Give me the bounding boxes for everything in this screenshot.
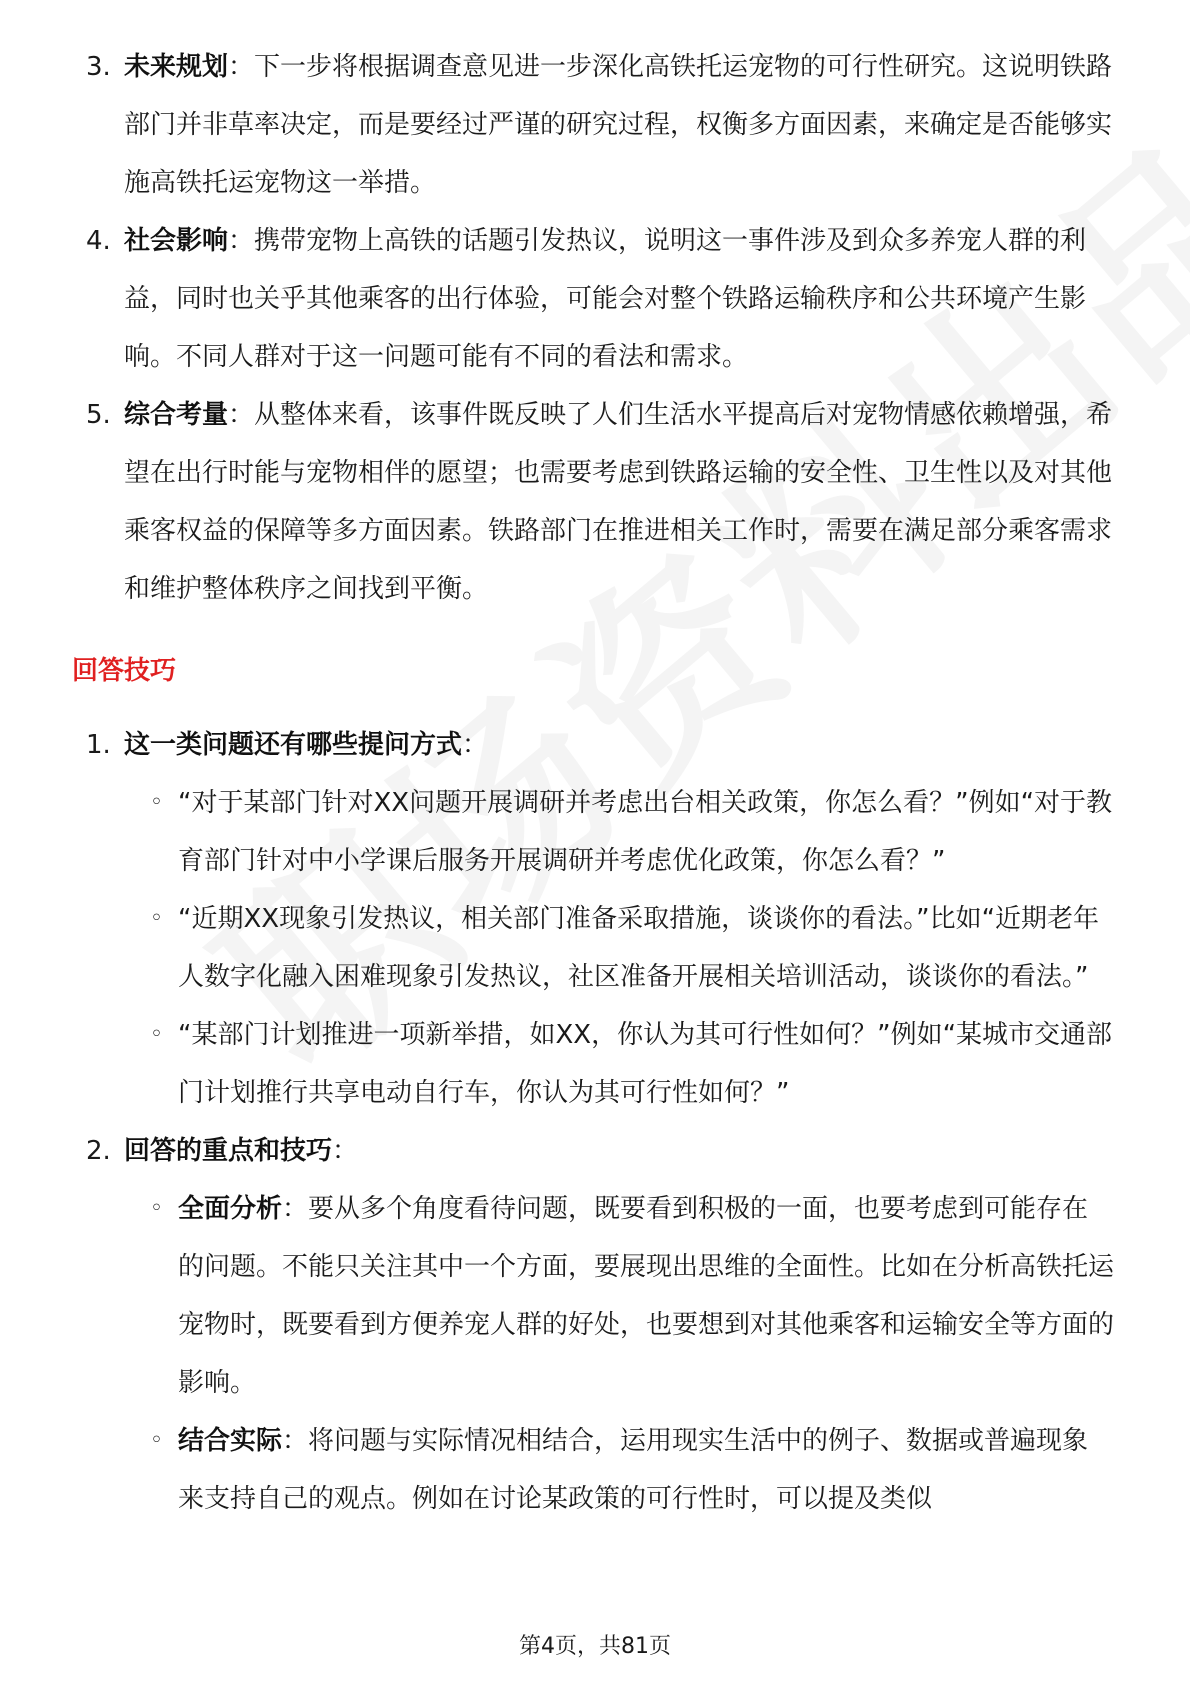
document-body	[0, 38, 1190, 1528]
list-item-label: 综合考量	[124, 400, 229, 430]
list-item-3	[0, 38, 1190, 212]
sub-bullet-item	[0, 1412, 1190, 1528]
list-item-5	[0, 386, 1190, 618]
sub-bullet-text	[178, 1412, 1114, 1528]
list-number: 2.	[86, 1136, 111, 1166]
list-item-text	[124, 386, 1114, 618]
sub-bullet-body: ：要从多个角度看待问题，既要看到积极的一面，也要考虑到可能存在的问题。不能只关注其中一个方面，要展现出思维的全面性。比如在分析高铁托运宠物时，既要看到方便养宠人群的好处，也要想到对其他乘客和运输安全等方面的影响。	[178, 1194, 1115, 1398]
page-footer: 第4页，共81页	[519, 1634, 671, 1659]
sub-bullet-label: 全面分析	[178, 1194, 283, 1224]
bullet-marker: ◦	[150, 1196, 163, 1221]
question-item-2	[0, 1122, 1190, 1180]
question-item-1	[0, 716, 1190, 774]
list-number: 4.	[86, 226, 111, 256]
sub-bullet-item	[0, 1180, 1190, 1412]
sub-bullet-text	[178, 1180, 1114, 1412]
list-number: 5.	[86, 400, 111, 430]
sub-bullet-item	[0, 774, 1190, 890]
list-number: 3.	[86, 52, 111, 82]
list-item-text	[124, 1122, 1114, 1180]
list-item-text	[124, 212, 1114, 386]
list-item-suffix: ：	[332, 1136, 359, 1166]
sub-bullet-item	[0, 890, 1190, 1006]
list-item-label: 社会影响	[124, 226, 229, 256]
list-item-label: 回答的重点和技巧	[124, 1136, 333, 1166]
bullet-marker: ◦	[150, 1022, 163, 1047]
list-item-label: 未来规划	[124, 52, 229, 82]
list-item-body: ：下一步将根据调查意见进一步深化高铁托运宠物的可行性研究。这说明铁路部门并非草率决定，而是要经过严谨的研究过程，权衡多方面因素，来确定是否能够实施高铁托运宠物这一举措。	[124, 52, 1113, 198]
bullet-marker: ◦	[150, 790, 163, 815]
list-item-body: ：从整体来看，该事件既反映了人们生活水平提高后对宠物情感依赖增强，希望在出行时能与宠物相伴的愿望；也需要考虑到铁路运输的安全性、卫生性以及对其他乘客权益的保障等多方面因素。铁路部门在推进相关工作时，需要在满足部分乘客需求和维护整体秩序之间找到平衡。	[124, 400, 1113, 604]
list-item-4	[0, 212, 1190, 386]
list-item-text	[124, 716, 1114, 774]
section-heading: 回答技巧	[72, 656, 177, 686]
list-number: 1.	[86, 730, 111, 760]
list-item-body: ：携带宠物上高铁的话题引发热议，说明这一事件涉及到众多养宠人群的利益，同时也关乎其他乘客的出行体验，可能会对整个铁路运输秩序和公共环境产生影响。不同人群对于这一问题可能有不同的看法和需求。	[124, 226, 1087, 372]
sub-bullet-text: “对于某部门针对XX问题开展调研并考虑出台相关政策，你怎么看？”例如“对于教育部门针对中小学课后服务开展调研并考虑优化政策，你怎么看？”	[178, 788, 1113, 876]
bullet-marker: ◦	[150, 1428, 163, 1453]
list-item-suffix: ：	[462, 730, 489, 760]
sub-bullet-label: 结合实际	[178, 1426, 283, 1456]
sub-bullet-body: ：将问题与实际情况相结合，运用现实生活中的例子、数据或普遍现象来支持自己的观点。例如在讨论某政策的可行性时，可以提及类似	[178, 1426, 1089, 1514]
list-item-label: 这一类问题还有哪些提问方式	[124, 730, 463, 760]
bullet-marker: ◦	[150, 906, 163, 931]
sub-bullet-item	[0, 1006, 1190, 1122]
sub-bullet-text: “近期XX现象引发热议，相关部门准备采取措施，谈谈你的看法。”比如“近期老年人数字化融入困难现象引发热议，社区准备开展相关培训活动，谈谈你的看法。”	[178, 904, 1100, 992]
sub-bullet-text: “某部门计划推进一项新举措，如XX，你认为其可行性如何？”例如“某城市交通部门计划推行共享电动自行车，你认为其可行性如何？”	[178, 1020, 1113, 1108]
list-item-text	[124, 38, 1114, 212]
